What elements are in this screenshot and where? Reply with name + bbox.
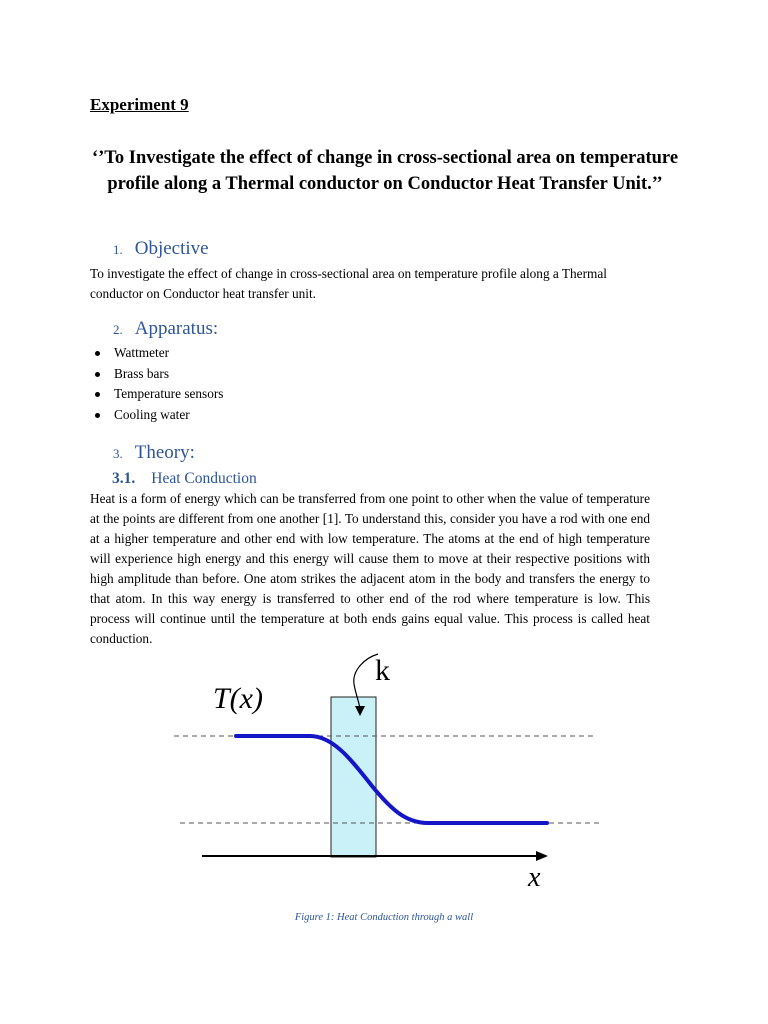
objective-number: 1. [113,242,123,257]
objective-text: To investigate the effect of change in cross-sectional area on temperature profile along a Thermal conductor on Conductor heat transfer unit. [90,266,607,301]
apparatus-list [90,343,223,425]
t-of-x-label: T(x) [213,682,263,715]
list-item: Temperature sensors [90,384,223,405]
x-axis-arrowhead [536,851,548,861]
heat-conduction-subheading [112,470,257,488]
experiment-title: Experiment 9 [90,95,189,114]
theory-heading-text: Theory: [134,442,195,463]
list-item: Brass bars [90,364,223,385]
bullet-icon [95,392,100,397]
objective-heading-text: Objective [134,238,209,259]
subsection-number: 3.1. [112,470,136,487]
bullet-icon [95,351,100,356]
objective-heading [113,238,209,260]
k-label: k [375,654,390,687]
apparatus-heading-text: Apparatus: [134,318,219,339]
apparatus-heading [113,318,218,340]
figure-caption: Figure 1: Heat Conduction through a wall [294,912,474,923]
theory-heading [113,442,195,464]
temperature-curve [236,736,547,823]
x-label: x [528,862,541,893]
theory-number: 3. [113,446,123,461]
main-title: ‘’To Investigate the effect of change in cross-sectional area on temperature profile along a Thermal conductor on Conductor Heat Transfer Unit.’’ [91,148,679,194]
wall-rect [331,697,376,857]
subsection-heading-text: Heat Conduction [151,470,257,487]
bullet-icon [95,413,100,418]
list-item: Wattmeter [90,343,223,364]
heat-conduction-text: Heat is a form of energy which can be transferred from one point to other when the value of temperature at the points are different from one another [1]. To understand this, consider you have a rod with one end at a higher temperature and other end with low temperature. The atoms at the end of high temperature will experience high energy and this energy will cause them to move at their respective positions with high amplitude than before. One atom strikes the adjacent atom in the body and transfers the energy to that atom. In this way energy is transferred to other end of the rod where temperature is low. This process will continue until the temperature at both ends gains equal value. This process is called heat conduction. [90,491,650,646]
apparatus-number: 2. [113,322,123,337]
heat-conduction-figure [160,650,610,895]
bullet-icon [95,372,100,377]
list-item: Cooling water [90,405,223,426]
